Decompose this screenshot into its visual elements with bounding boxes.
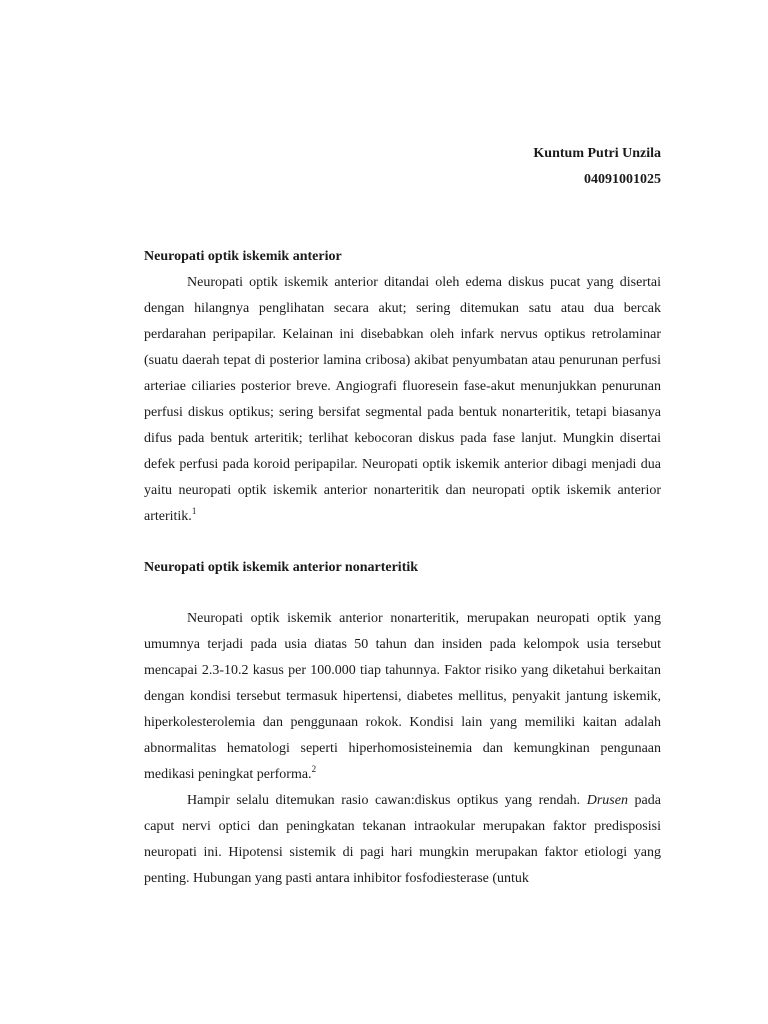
section-spacer <box>144 530 661 555</box>
paragraph-nonarteritic-1-text: Neuropati optik iskemik anterior nonarteritik, merupakan neuropati optik yang umumnya terjadi pada usia diatas 50 tahun dan insiden pada kelompok usia tersebut mencapai 2.3-10.2 kasus per 100.000 tiap tahunnya. Faktor risiko yang diketahui berkaitan dengan kondisi tersebut termasuk hipertensi, diabetes mellitus, penyakit jantung iskemik, hiperkolesterolemia dan penggunaan rokok. Kondisi lain yang memiliki kaitan adalah abnormalitas hematologi seperti hiperhomosisteinemia dan kemungkinan pengunaan medikasi peningkat performa. <box>144 611 661 782</box>
student-id: 04091001025 <box>584 172 661 187</box>
paragraph-anterior <box>144 270 661 530</box>
author-name: Kuntum Putri Unzila <box>533 146 661 161</box>
paragraph-anterior-text: Neuropati optik iskemik anterior ditandai oleh edema diskus pucat yang disertai dengan hilangnya penglihatan secara akut; sering ditemukan satu atau dua bercak perdarahan peripapilar. Kelainan ini disebabkan oleh infark nervus optikus retrolaminar (suatu daerah tepat di posterior lamina cribosa) akibat penyumbatan atau penurunan perfusi arteriae ciliaries posterior breve. Angiografi fluoresein fase-akut menunjukkan penurunan perfusi diskus optikus; sering bersifat segmental pada bentuk nonarteritik, tetapi biasanya difus pada bentuk arteritik; terlihat kebocoran diskus pada fase lanjut. Mungkin disertai defek perfusi pada koroid peripapilar. Neuropati optik iskemik anterior dibagi menjadi dua yaitu neuropati optik iskemik anterior nonarteritik dan neuropati optik iskemik anterior arteritik. <box>144 275 661 524</box>
drusen-term: Drusen <box>586 793 628 808</box>
paragraph-nonarteritic-1 <box>144 606 661 788</box>
paragraph-nonarteritic-2 <box>144 788 661 892</box>
heading-spacer <box>144 581 661 606</box>
section-heading-anterior: Neuropati optik iskemik anterior <box>144 249 342 264</box>
paragraph-nonarteritic-2-text-a: Hampir selalu ditemukan rasio cawan:diskus optikus yang rendah. <box>187 793 587 808</box>
footnote-ref-1: 1 <box>191 506 197 516</box>
footnote-ref-2: 2 <box>311 764 317 774</box>
paragraph-nonarteritic-2-text-b: pada caput nervi optici dan peningkatan tekanan intraokular merupakan faktor predisposisi neuropati ini. Hipotensi sistemik di pagi hari mungkin merupakan faktor etiologi yang penting. Hubungan yang pasti antara inhibitor fosfodiesterase (untuk <box>144 793 661 886</box>
author-block <box>533 141 661 193</box>
document-body <box>144 244 661 892</box>
section-heading-nonarteritic: Neuropati optik iskemik anterior nonarteritik <box>144 560 419 575</box>
